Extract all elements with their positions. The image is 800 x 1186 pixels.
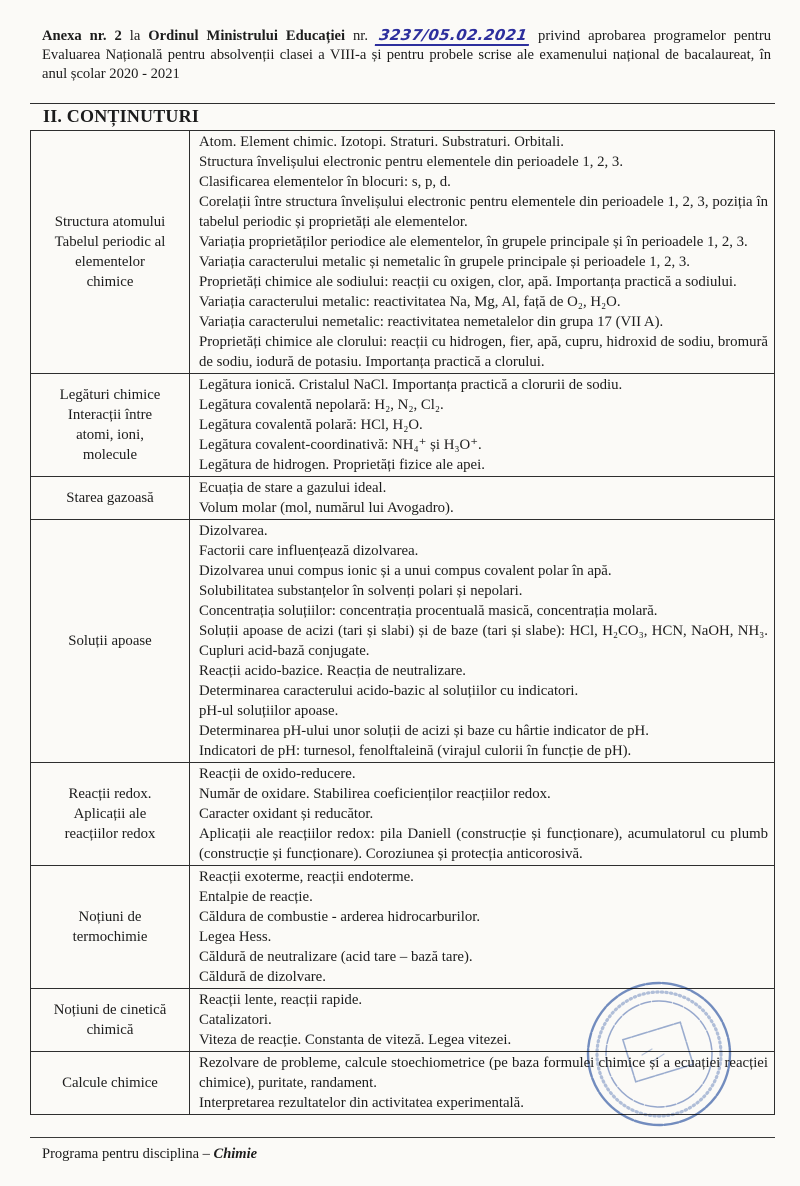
section-title: II. CONȚINUTURI [43,106,200,127]
topic-cell [31,866,190,989]
content-cell [190,520,775,763]
topic-line: Soluții apoase [68,633,152,650]
scanned-document [0,15,800,1186]
content-cell [190,866,775,989]
content-item: Dizolvarea. [199,523,268,540]
document-content [30,15,775,1164]
topic-line: Legături chimice [59,387,161,404]
content-item: Reacții lente, reacții rapide. [199,992,363,1009]
content-cell [190,374,775,477]
topic-cell [31,131,190,374]
document-footer [30,1137,775,1163]
content-item: Indicatori de pH: turnesol, fenolftaleină (virajul culorii în funcție de pH). [199,743,632,760]
table-row [31,1052,775,1115]
content-item: Corelații între structura învelișului electronic pentru elementele din perioadele 1, 2, 3, poziția în tabelul periodic și proprietăți ale elementelor. [199,194,768,231]
content-item: Legătura covalentă nepolară: H₂, N₂, Cl₂. [199,397,444,414]
content-item: Dizolvarea unui compus ionic și a unui compus covalent polar în apă. [199,563,612,580]
topic-line: atomi, ioni, [76,427,144,444]
content-cell [190,989,775,1052]
table-row [31,989,775,1052]
topic-line: Structura atomului [54,214,166,231]
table-row [31,866,775,989]
content-item: Legătura de hidrogen. Proprietăți fizice ale apei. [199,457,485,474]
content-item: Număr de oxidare. Stabilirea coeficienților reacțiilor redox. [199,786,551,803]
topic-line: chimice [86,274,134,291]
handwritten-order-number: 3237/05.02.2021 [375,28,532,46]
content-item: Legea Hess. [199,929,272,946]
content-item: Solubilitatea substanțelor în solvenți polari și nepolari. [199,583,523,600]
topic-line: Noțiuni de [78,909,142,926]
content-cell [190,1052,775,1115]
content-item: Reacții acido-bazice. Reacția de neutralizare. [199,663,467,680]
footer-subject: Chimie [213,1146,258,1163]
topic-line: reacțiilor redox [64,826,156,843]
content-item: Căldură de neutralizare (acid tare – bază tare). [199,949,473,966]
footer-label: Programa pentru disciplina – [42,1146,214,1163]
table-row [31,477,775,520]
content-item: Variația caracterului nemetalic: reactivitatea nemetalelor din grupa 17 (VII A). [199,314,664,331]
content-item: Soluții apoase de acizi (tari și slabi) și de baze (tari și slabe): HCl, H₂CO₃, HCN, NaOH, NH₃. Cupluri acid-bază conjugate. [199,623,768,660]
content-item: Entalpie de reacție. [199,889,313,906]
content-item: Structura învelișului electronic pentru elementele din perioadele 1, 2, 3. [199,154,624,171]
topic-line: Starea gazoasă [66,490,154,507]
content-item: Reacții exoterme, reacții endoterme. [199,869,414,886]
content-cell [190,477,775,520]
content-item: Reacții de oxido-reducere. [199,766,356,783]
contents-table [30,130,775,1115]
content-item: Viteza de reacție. Constanta de viteză. Legea vitezei. [199,1032,512,1049]
header-paragraph [30,15,775,89]
footer-divider-line [30,1137,775,1138]
content-item: Căldură de dizolvare. [199,969,326,986]
topic-cell [31,520,190,763]
table-row [31,520,775,763]
content-item: Legătura ionică. Cristalul NaCl. Importanța practică a clorurii de sodiu. [199,377,623,394]
content-item: Determinarea caracterului acido-bazic al soluțiilor cu indicatori. [199,683,579,700]
header-segment: privind aprobarea programelor pentru Evaluarea Națională pentru absolvenții clasei a VIII-a și pentru probele scrise ale examenului național de bacalaureat, în anul școlar 2020 - 2021 [42,27,771,82]
content-item: Legătura covalent-coordinativă: NH₄⁺ și H₃O⁺. [199,437,482,454]
topic-line: Noțiuni de cinetică [53,1002,167,1019]
content-item: Legătura covalentă polară: HCl, H₂O. [199,417,423,434]
footer-text [30,1146,775,1163]
content-item: Ecuația de stare a gazului ideal. [199,480,387,497]
content-item: Clasificarea elementelor în blocuri: s, p, d. [199,174,451,191]
header-segment: la [121,27,149,44]
table-row [31,763,775,866]
topic-line: elementelor [75,254,145,271]
content-item: Proprietăți chimice ale sodiului: reacții cu oxigen, clor, apă. Importanța practică a sodiului. [199,274,737,291]
topic-cell [31,989,190,1052]
content-item: Concentrația soluțiilor: concentrația procentuală masică, concentrația molară. [199,603,658,620]
content-item: Rezolvare de probleme, calcule stoechiometrice (pe baza formulei chimice și a ecuației reacției chimice), puritate, randament. [199,1055,768,1092]
content-item: Caracter oxidant și reducător. [199,806,374,823]
table-row [31,131,775,374]
content-cell [190,763,775,866]
content-item: Aplicații ale reacțiilor redox: pila Daniell (construcție și funcționare), acumulatorul cu plumb (construcție și funcționare). Coroziunea și protecția anticorosivă. [199,826,768,863]
topic-cell [31,374,190,477]
content-item: Variația proprietăților periodice ale elementelor, în grupele principale și în perioadele 1, 2, 3. [199,234,748,251]
table-row [31,374,775,477]
content-item: Interpretarea rezultatelor din activitatea experimentală. [199,1095,524,1112]
content-item: Determinarea pH-ului unor soluții de acizi și baze cu hârtie indicator de pH. [199,723,649,740]
content-cell [190,131,775,374]
topic-line: molecule [82,447,138,464]
topic-cell [31,477,190,520]
topic-line: chimică [86,1022,134,1039]
topic-line: Aplicații ale [73,806,147,823]
content-item: Factorii care influențează dizolvarea. [199,543,419,560]
header-segment: Ordinul Ministrului Educației [148,27,346,44]
topic-line: Interacții între [67,407,153,424]
header-segment: nr. [345,27,376,44]
header-segment: Anexa nr. 2 [42,27,122,44]
topic-line: termochimie [72,929,148,946]
content-item: Volum molar (mol, numărul lui Avogadro). [199,500,454,517]
content-item: Variația caracterului metalic: reactivitatea Na, Mg, Al, față de O₂, H₂O. [199,294,621,311]
content-item: Variația caracterului metalic și nemetalic în grupele principale și perioadele 1, 2, 3. [199,254,690,271]
topic-cell [31,1052,190,1115]
content-item: Catalizatori. [199,1012,272,1029]
content-item: pH-ul soluțiilor apoase. [199,703,339,720]
topic-line: Calcule chimice [62,1075,158,1092]
content-item: Atom. Element chimic. Izotopi. Straturi. Substraturi. Orbitali. [199,134,564,151]
topic-cell [31,763,190,866]
topic-line: Reacții redox. [68,786,152,803]
content-item: Proprietăți chimice ale clorului: reacții cu hidrogen, fier, apă, cupru, hidroxid de sodiu, bromură de sodiu, iodură de potasiu. Importanța practică a clorului. [199,334,768,371]
topic-line: Tabelul periodic al [54,234,166,251]
content-item: Căldura de combustie - arderea hidrocarburilor. [199,909,481,926]
